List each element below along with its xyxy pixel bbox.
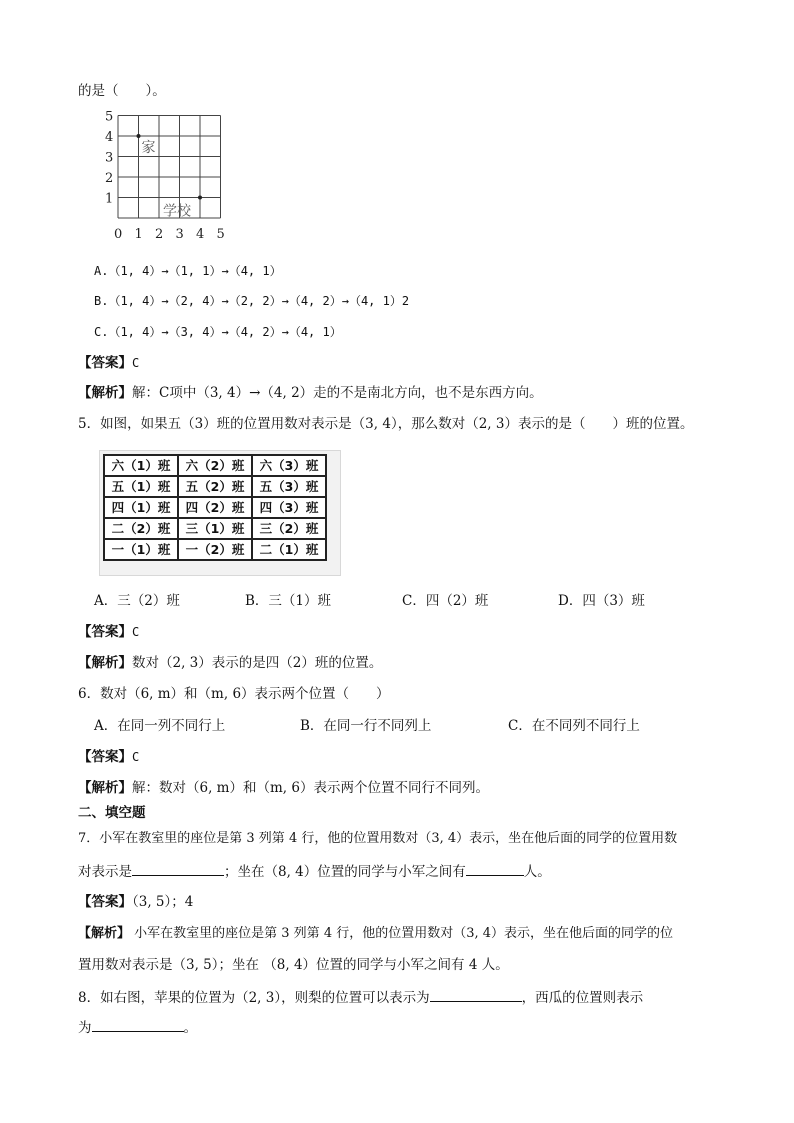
table-row xyxy=(104,476,326,497)
q4-stem-tail: 的是（ ）。 xyxy=(78,83,166,99)
q6-answer xyxy=(78,748,139,766)
analysis-text: 小军在教室里的座位是第 3 列第 4 行，他的位置用数对（3, 4）表示，坐在他后面的同学的位 xyxy=(130,926,674,941)
q5-option-b: B．三（1）班 xyxy=(245,593,332,609)
q6-option-b: B．在同一行不同列上 xyxy=(300,718,432,734)
fill-blank xyxy=(132,861,224,876)
answer-label: 【答案】 xyxy=(78,355,132,371)
table-row xyxy=(104,539,326,560)
school-label: 学校 xyxy=(163,203,191,220)
analysis-label: 【解析】 xyxy=(78,926,131,941)
q8-line1 xyxy=(78,987,643,1007)
coordinate-grid-figure xyxy=(100,109,230,247)
y-tick-label: 4 xyxy=(105,130,114,145)
q4-option-c: C.（1, 4）→（3, 4）→（4, 2）→（4, 1） xyxy=(94,325,342,339)
x-tick-label: 5 xyxy=(216,227,225,242)
y-tick-label: 2 xyxy=(105,171,114,186)
analysis-label: 【解析】 xyxy=(78,655,132,671)
analysis-text: 解：数对（6, m）和（m, 6）表示两个位置不同行不同列。 xyxy=(132,780,489,796)
q6-stem: 6．数对（6, m）和（m, 6）表示两个位置（ ） xyxy=(78,686,390,702)
analysis-label: 【解析】 xyxy=(78,780,132,796)
table-cell: 一（1）班 xyxy=(104,539,178,560)
fill-blank xyxy=(466,861,524,876)
x-tick-label: 2 xyxy=(155,227,164,242)
fill-blank xyxy=(92,1017,184,1032)
table-cell: 二（2）班 xyxy=(104,518,178,539)
coordinate-grid xyxy=(100,109,230,247)
q7-line1: 7．小军在教室里的座位是第 3 列第 4 行，他的位置用数对（3, 4）表示，坐在他后面的同学的位置用数 xyxy=(78,831,678,846)
table-row xyxy=(104,455,326,476)
q7-text: 对表示是 xyxy=(78,864,132,880)
q5-stem: 5．如图，如果五（3）班的位置用数对表示是（3, 4），那么数对（2, 3）表示的是（ ）班的位置。 xyxy=(78,416,694,432)
q8-text: 8．如右图，苹果的位置为（2, 3），则梨的位置可以表示为 xyxy=(78,990,430,1006)
section-title: 二、填空题 xyxy=(78,805,146,821)
x-tick-label: 3 xyxy=(175,227,184,242)
q7-analysis-line1 xyxy=(78,925,673,943)
table-cell: 四（2）班 xyxy=(178,497,252,518)
analysis-text: 解：C项中（3, 4）→（4, 2）走的不是南北方向，也不是东西方向。 xyxy=(132,385,543,401)
q8-line2 xyxy=(78,1017,197,1037)
answer-label: 【答案】 xyxy=(78,749,132,765)
class-position-table xyxy=(103,454,327,561)
answer-value: （3, 5）；4 xyxy=(132,894,194,910)
table-cell: 六（1）班 xyxy=(104,455,178,476)
q4-option-a: A.（1, 4）→（1, 1）→（4, 1） xyxy=(94,264,282,278)
answer-value: C xyxy=(132,356,140,370)
answer-label: 【答案】 xyxy=(78,624,132,640)
q4-analysis xyxy=(78,384,543,402)
x-tick-label: 1 xyxy=(134,227,143,242)
q7-text: ；坐在（8, 4）位置的同学与小军之间有 xyxy=(224,864,466,880)
table-cell: 四（3）班 xyxy=(252,497,326,518)
q7-line2 xyxy=(78,861,551,881)
table-cell: 三（2）班 xyxy=(252,518,326,539)
answer-label: 【答案】 xyxy=(78,894,132,910)
table-cell: 六（3）班 xyxy=(252,455,326,476)
q5-option-a: A．三（2）班 xyxy=(94,593,180,609)
analysis-label: 【解析】 xyxy=(78,385,132,401)
x-tick-label: 4 xyxy=(196,227,205,242)
y-tick-label: 5 xyxy=(105,109,114,125)
table-cell: 一（2）班 xyxy=(178,539,252,560)
home-label: 家 xyxy=(141,140,156,156)
table-cell: 五（1）班 xyxy=(104,476,178,497)
table-cell: 四（1）班 xyxy=(104,497,178,518)
table-cell: 六（2）班 xyxy=(178,455,252,476)
x-tick-label: 0 xyxy=(114,227,123,242)
table-cell: 三（1）班 xyxy=(178,518,252,539)
q6-analysis xyxy=(78,779,489,797)
class-position-figure xyxy=(99,450,341,576)
table-cell: 二（1）班 xyxy=(252,539,326,560)
table-cell: 五（2）班 xyxy=(178,476,252,497)
q6-option-c: C．在不同列不同行上 xyxy=(508,718,640,734)
answer-value: C xyxy=(132,750,140,764)
answer-value: C xyxy=(132,625,140,639)
school-point xyxy=(198,196,202,200)
fill-blank xyxy=(430,987,522,1002)
q8-text: 为 xyxy=(78,1020,92,1036)
q7-answer xyxy=(78,893,193,911)
table-cell: 五（3）班 xyxy=(252,476,326,497)
q5-option-d: D．四（3）班 xyxy=(558,593,645,609)
analysis-text: 数对（2, 3）表示的是四（2）班的位置。 xyxy=(132,655,383,671)
table-row xyxy=(104,518,326,539)
q8-text: ，西瓜的位置则表示 xyxy=(521,990,644,1006)
q4-option-b: B.（1, 4）→（2, 4）→（2, 2）→（4, 2）→（4, 1）2 xyxy=(94,294,410,308)
q4-answer xyxy=(78,354,139,372)
y-tick-label: 1 xyxy=(105,191,114,207)
table-row xyxy=(104,497,326,518)
y-tick-label: 3 xyxy=(105,150,114,166)
q5-option-c: C．四（2）班 xyxy=(402,593,489,609)
q7-text: 人。 xyxy=(523,864,551,880)
home-point xyxy=(137,134,141,138)
q5-analysis xyxy=(78,654,382,672)
q8-text: 。 xyxy=(183,1020,197,1036)
q5-answer xyxy=(78,623,139,641)
q7-analysis-line2: 置用数对表示是（3, 5）；坐在 （8, 4）位置的同学与小军之间有 4 人。 xyxy=(78,957,509,973)
q6-option-a: A．在同一列不同行上 xyxy=(94,718,226,734)
